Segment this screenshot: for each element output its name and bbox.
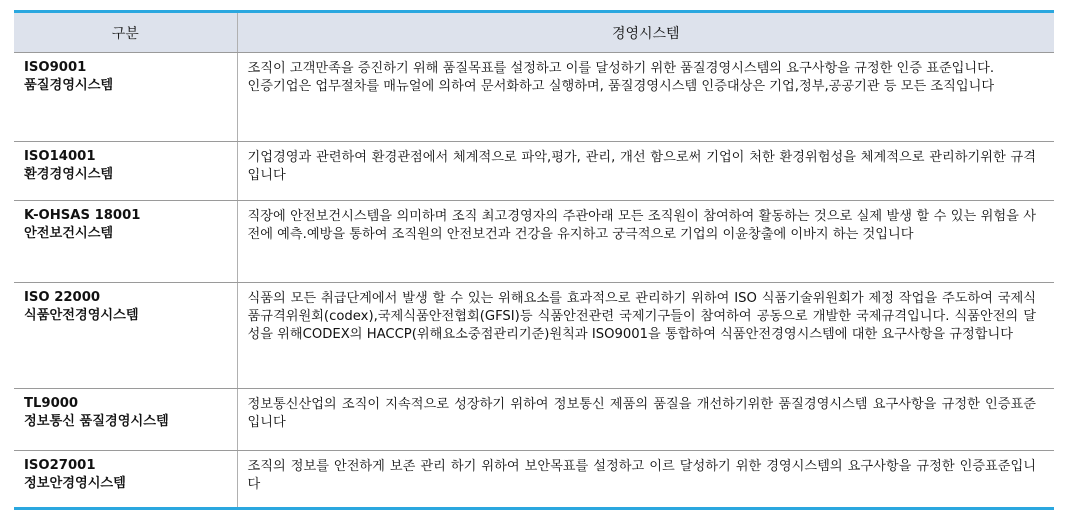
description-text: 식품의 모든 취급단계에서 발생 할 수 있는 위해요소를 효과적으로 관리하기 위하여 ISO 식품기술위원회가 제정 작업을 주도하여 국제식품규격위원회(codex),국제식품안전협회(GFSI)등 식품안전관련 국제기구들이 참여하여 공동으로 개발한 국제규격입니다. 식품안전의 달성을 위해CODEX의 HACCP(위해요소중점관리기준)원칙과 ISO9001을 통합하여 식품안전경영시스템에 대한 요구사항을 규정합니다 [247, 291, 1036, 342]
table-row [14, 389, 1054, 451]
table-row [14, 283, 1054, 389]
management-systems-table-wrapper [14, 10, 1054, 510]
table-row [14, 53, 1054, 142]
table-header-row [14, 13, 1054, 53]
system-name: 환경경영시스템 [24, 167, 114, 182]
row-name-cell [14, 201, 237, 283]
description-text: 조직이 고객만족을 증진하기 위해 품질목표를 설정하고 이를 달성하기 위한 품질경영시스템의 요구사항을 규정한 인증 표준입니다. [247, 61, 995, 76]
system-code: ISO27001 [24, 458, 96, 473]
system-code: ISO 22000 [24, 290, 101, 305]
row-description-cell [237, 451, 1054, 507]
row-name-cell [14, 53, 237, 142]
system-name: 식품안전경영시스템 [24, 308, 139, 323]
system-code: K-OHSAS 18001 [24, 208, 141, 223]
system-code: TL9000 [24, 396, 79, 411]
row-description-cell [237, 53, 1054, 142]
description-text: 직장에 안전보건시스템을 의미하며 조직 최고경영자의 주관아래 모든 조직원이 참여하여 활동하는 것으로 실제 발생 할 수 있는 위험을 사전에 예측.예방을 통하여 조직원의 안전보건과 건강을 유지하고 궁극적으로 기업의 이윤창출에 이바지 하는 것입니다 [247, 209, 1036, 242]
description-text: 기업경영과 관련하여 환경관점에서 체계적으로 파악,평가, 관리, 개선 함으로써 기업이 처한 환경위험성을 체계적으로 관리하기위한 규격입니다 [247, 150, 1036, 183]
description-text: 인증기업은 업무절차를 매뉴얼에 의하여 문서화하고 실행하며, 품질경영시스템 인증대상은 기업,정부,공공기관 등 모든 조직입니다 [247, 79, 995, 94]
header-management-system: 경영시스템 [237, 13, 1054, 53]
table-row [14, 201, 1054, 283]
management-systems-table [14, 13, 1054, 507]
row-name-cell [14, 451, 237, 507]
description-text: 정보통신산업의 조직이 지속적으로 성장하기 위하여 정보통신 제품의 품질을 개선하기위한 품질경영시스템 요구사항을 규정한 인증표준입니다 [247, 397, 1036, 430]
row-name-cell [14, 389, 237, 451]
system-code: ISO14001 [24, 149, 96, 164]
system-code: ISO9001 [24, 60, 87, 75]
description-text: 조직의 정보를 안전하게 보존 관리 하기 위하여 보안목표를 설정하고 이르 달성하기 위한 경영시스템의 요구사항을 규정한 인증표준입니다 [247, 459, 1036, 492]
row-name-cell [14, 142, 237, 201]
system-name: 정보안경영시스템 [24, 476, 126, 491]
table-row [14, 142, 1054, 201]
system-name: 품질경영시스템 [24, 78, 114, 93]
table-row [14, 451, 1054, 507]
header-category: 구분 [14, 13, 237, 53]
row-description-cell [237, 142, 1054, 201]
row-description-cell [237, 389, 1054, 451]
system-name: 안전보건시스템 [24, 226, 114, 241]
row-description-cell [237, 283, 1054, 389]
row-description-cell [237, 201, 1054, 283]
system-name: 정보통신 품질경영시스템 [24, 414, 169, 429]
row-name-cell [14, 283, 237, 389]
